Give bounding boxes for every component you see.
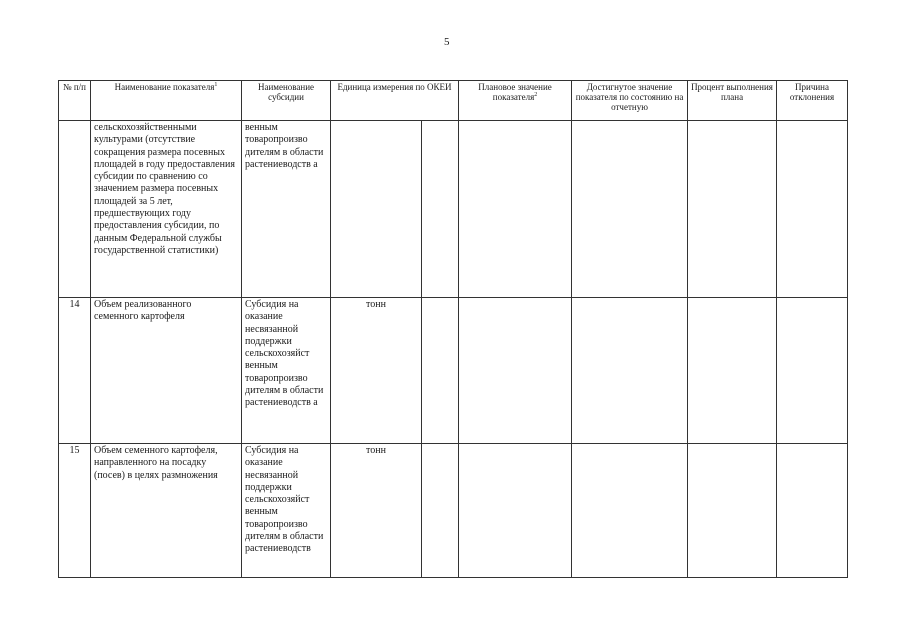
header-indicator: [91, 81, 242, 121]
row-percent: [688, 121, 777, 298]
page-number: 5: [444, 36, 450, 48]
header-subsidy: Наименование субсидии: [242, 81, 331, 121]
header-planned-text: Плановое значение показателя: [478, 82, 552, 102]
table-row: [59, 444, 848, 578]
row-unit-code: [422, 121, 459, 298]
row-percent: [688, 444, 777, 578]
row-indicator: Объем реализованного семенного картофеля: [91, 298, 242, 444]
row-achieved: [572, 121, 688, 298]
row-num: 14: [59, 298, 91, 444]
row-reason: [777, 121, 848, 298]
row-unit: тонн: [331, 298, 422, 444]
row-subsidy: венным товаропроизво дителям в области растениеводств а: [242, 121, 331, 298]
row-indicator: сельскохозяйственными культурами (отсутствие сокращения размера посевных площадей в году предоставления субсидии по сравнению со значением размера посевных площадей за 5 лет, предшествующих году предоставления субсидии, по данным Федеральной службы государственной статистики): [91, 121, 242, 298]
row-unit-code: [422, 444, 459, 578]
row-planned: [459, 298, 572, 444]
row-planned: [459, 444, 572, 578]
row-num: [59, 121, 91, 298]
report-table: [58, 80, 848, 578]
header-percent: Процент выполнения плана: [688, 81, 777, 121]
row-percent: [688, 298, 777, 444]
row-achieved: [572, 444, 688, 578]
header-indicator-footnote: 1: [214, 82, 218, 88]
table-row: [59, 121, 848, 298]
row-reason: [777, 298, 848, 444]
row-subsidy: Субсидия на оказание несвязанной поддержки сельскохозяйст венным товаропроизво дителям в области растениеводств: [242, 444, 331, 578]
row-unit: [331, 121, 422, 298]
row-achieved: [572, 298, 688, 444]
row-unit: тонн: [331, 444, 422, 578]
header-planned-footnote: 2: [534, 92, 538, 98]
header-row: [59, 81, 848, 121]
row-planned: [459, 121, 572, 298]
header-indicator-text: Наименование показателя: [114, 82, 215, 92]
row-reason: [777, 444, 848, 578]
table-row: [59, 298, 848, 444]
header-unit: Единица измерения по ОКЕИ: [331, 81, 459, 121]
row-unit-code: [422, 298, 459, 444]
header-achieved: Достигнутое значение показателя по состоянию на отчетную: [572, 81, 688, 121]
header-num: № п/п: [59, 81, 91, 121]
row-subsidy: Субсидия на оказание несвязанной поддержки сельскохозяйст венным товаропроизво дителям в области растениеводств а: [242, 298, 331, 444]
row-indicator: Объем семенного картофеля, направленного на посадку (посев) в целях размножения: [91, 444, 242, 578]
header-reason: Причина отклонения: [777, 81, 848, 121]
header-planned: [459, 81, 572, 121]
row-num: 15: [59, 444, 91, 578]
